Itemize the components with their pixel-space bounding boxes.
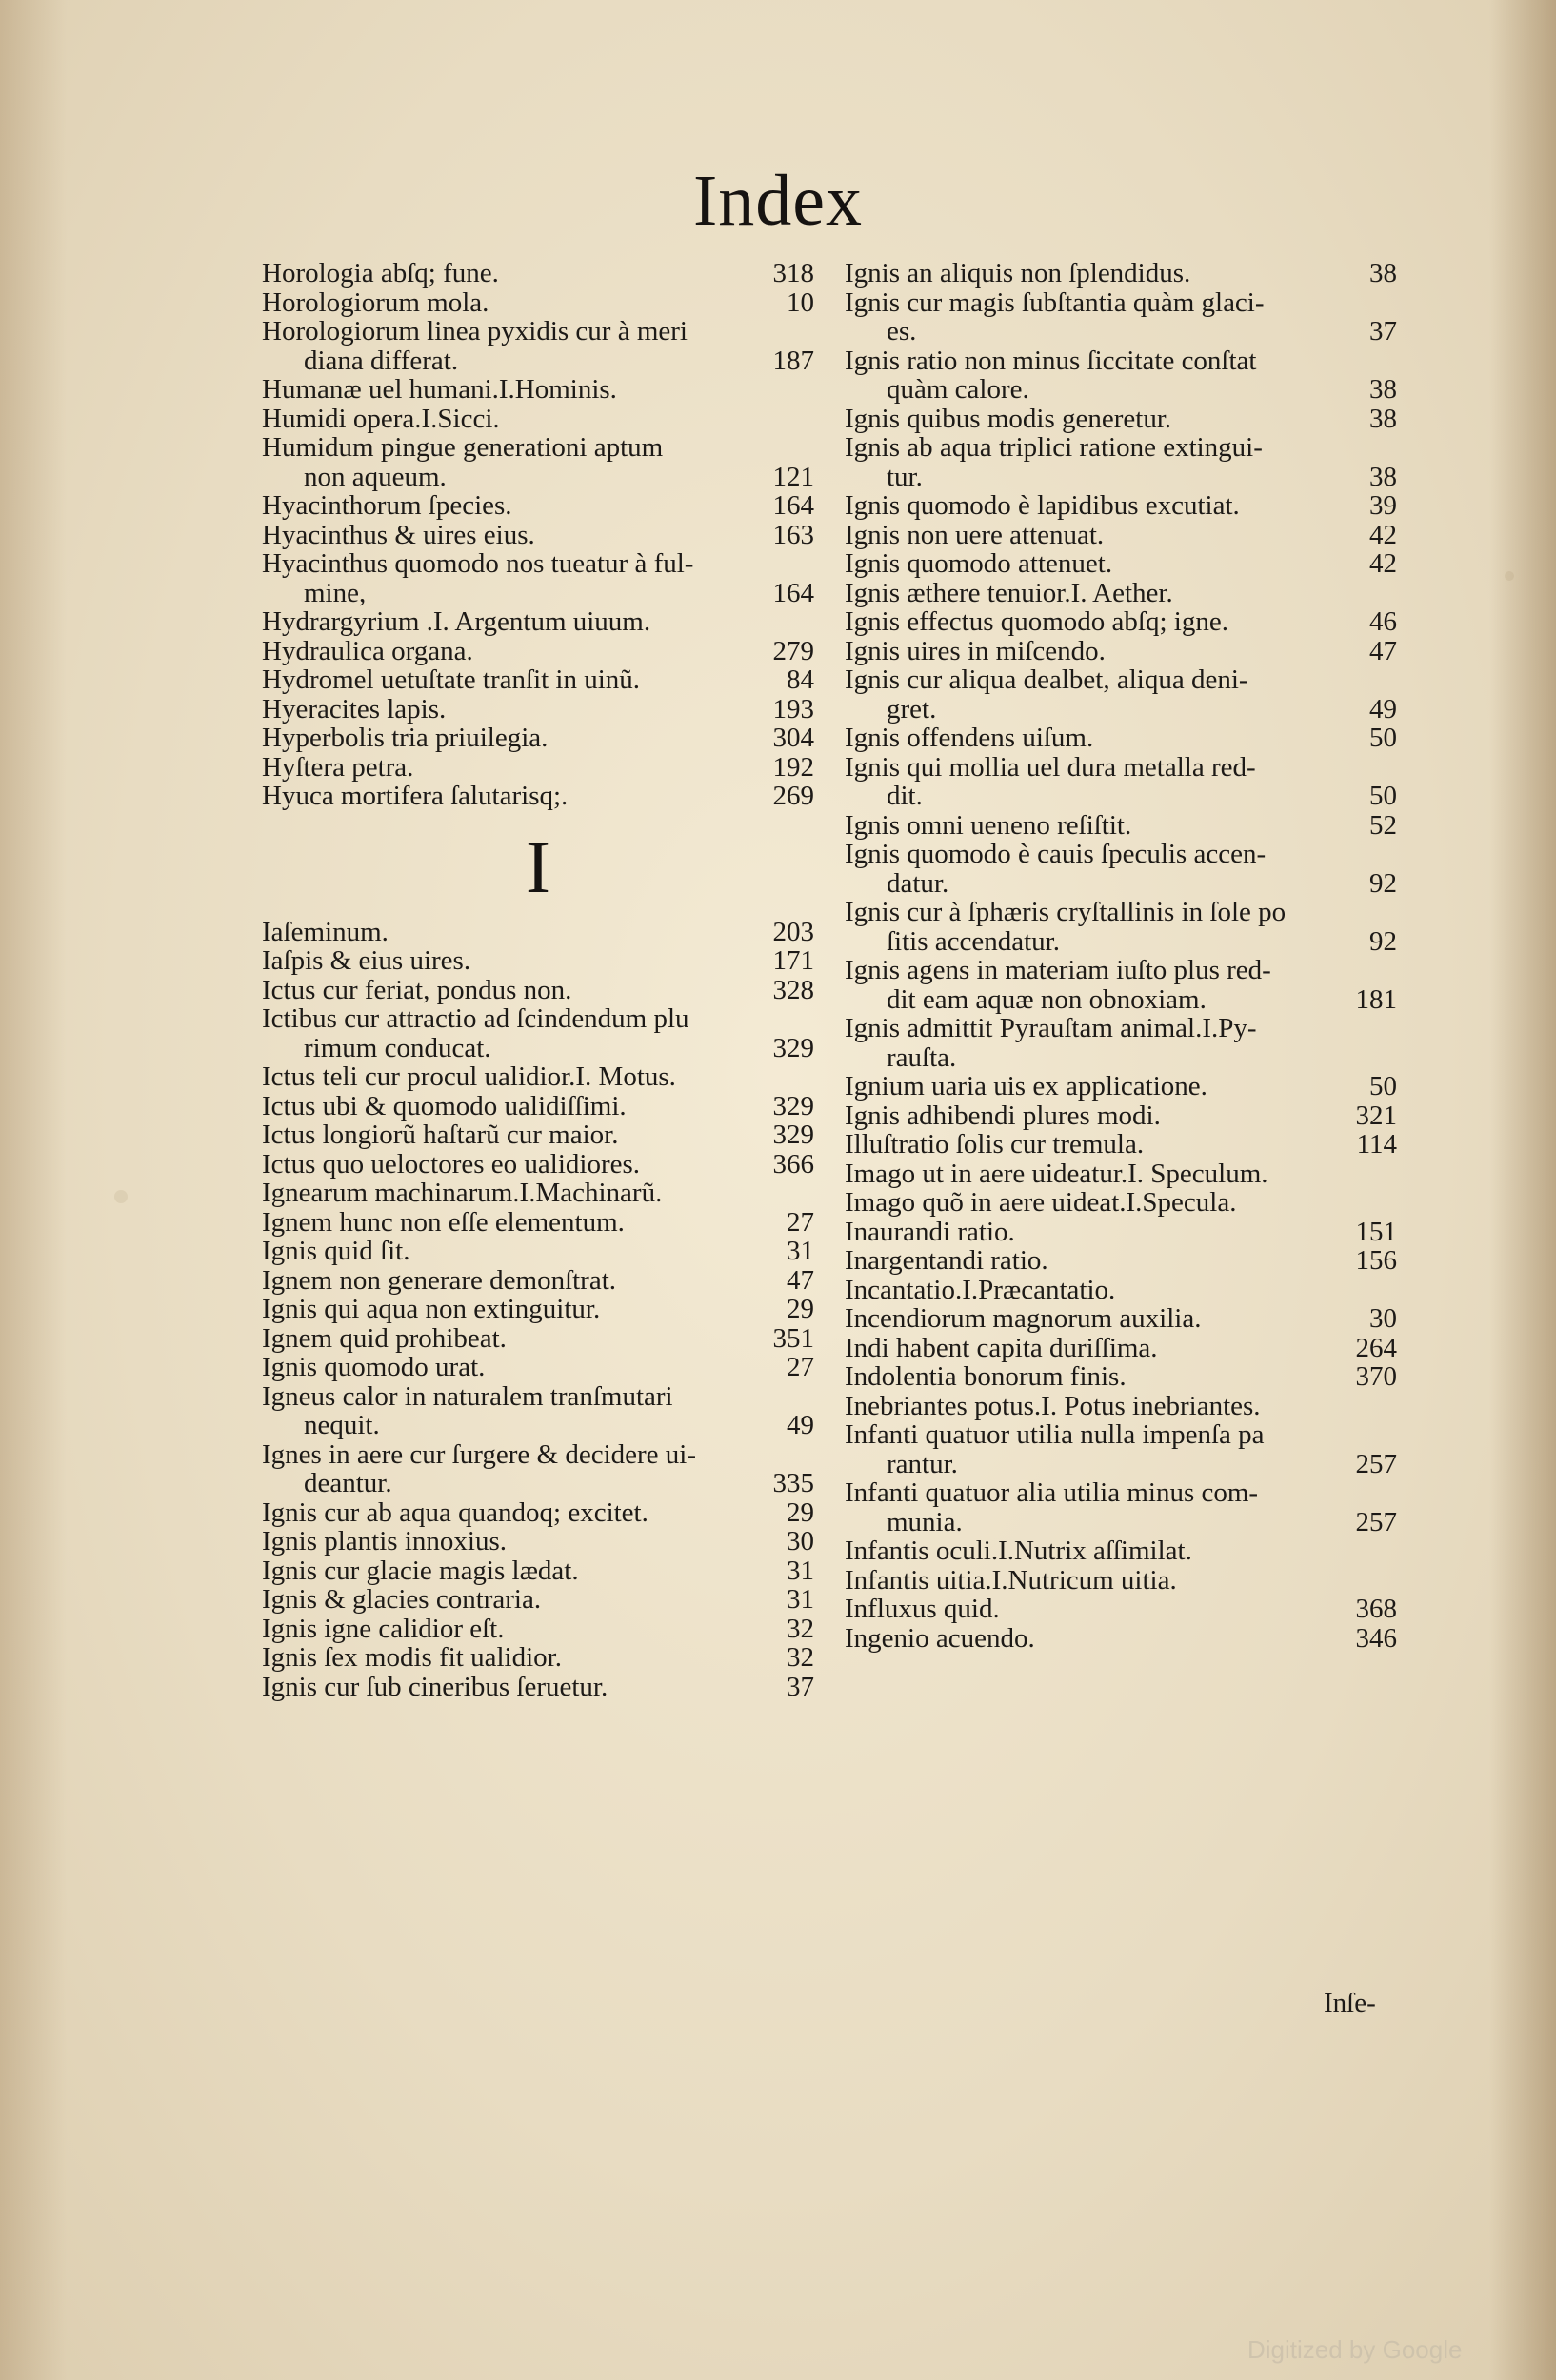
index-entry [262, 1062, 814, 1092]
index-term: Ictus teli cur procul ualidior.I. Motus. [262, 1062, 676, 1092]
index-term: Horologia abſq; fune. [262, 259, 499, 288]
index-term: Ignis ratio non minus ſiccitate conſtat [845, 346, 1257, 375]
index-term-continuation: rantur. [887, 1448, 958, 1479]
index-entry [262, 317, 814, 375]
index-term: Infantis uitia.I.Nutricum uitia. [845, 1565, 1177, 1595]
index-entry [262, 1324, 814, 1354]
index-term-continuation: rimum conducat. [304, 1032, 491, 1063]
index-entry [262, 607, 814, 637]
index-term: Ignis an aliquis non ſplendidus. [845, 259, 1191, 288]
index-entry [262, 782, 814, 811]
index-term: Hyeracites lapis. [262, 694, 447, 724]
page-reference: 151 [1355, 1216, 1397, 1247]
index-term: Hydrargyrium .I. Argentum uiuum. [262, 607, 651, 637]
index-term: Horologiorum linea pyxidis cur à meri [262, 317, 688, 347]
index-entry [845, 1276, 1397, 1305]
page-reference: 346 [1355, 1622, 1397, 1654]
index-term-continuation: es. [887, 316, 917, 347]
index-term: Ictus ubi & quomodo ualidiſſimi. [262, 1091, 627, 1121]
index-entry [262, 433, 814, 491]
index-entry [845, 579, 1397, 608]
index-term-continuation: tur. [887, 461, 923, 492]
index-entry [262, 637, 814, 666]
index-entry [262, 753, 814, 783]
index-entry [262, 521, 814, 550]
index-entry [845, 1014, 1397, 1072]
index-entry [845, 753, 1397, 811]
index-entry [262, 1527, 814, 1557]
page-reference: 38 [1369, 258, 1397, 288]
page-reference: 47 [787, 1264, 814, 1296]
page-shadow-right [1489, 0, 1556, 2380]
page-reference: 52 [1369, 809, 1397, 841]
index-entry [262, 405, 814, 434]
index-term: Hyſtera petra. [262, 752, 414, 782]
index-term: Ignis quomodo urat. [262, 1353, 486, 1382]
page-reference: 370 [1355, 1361, 1397, 1392]
index-term: Iaſeminum. [262, 917, 389, 946]
index-term: Inebriantes potus.I. Potus inebriantes. [845, 1391, 1261, 1420]
index-term: Ictus longiorũ haſtarũ cur maior. [262, 1121, 619, 1150]
page-reference: 114 [1356, 1129, 1397, 1160]
index-entry [845, 840, 1397, 898]
page-reference: 92 [1369, 867, 1397, 899]
page-reference: 329 [772, 1090, 814, 1121]
index-entry [845, 665, 1397, 724]
index-term: Ignis cur magis ſubſtantia quàm glaci- [845, 288, 1265, 317]
index-term: Ictus quo ueloctores eo ualidiores. [262, 1149, 641, 1179]
page-reference: 192 [772, 751, 814, 783]
index-term-continuation: non aqueum. [304, 461, 447, 492]
index-term: Ignem quid prohibeat. [262, 1323, 507, 1353]
index-term: Ignem non generare demonſtrat. [262, 1265, 617, 1295]
index-term: Iaſpis & eius uires. [262, 946, 471, 976]
page-reference: 203 [772, 916, 814, 947]
page-reference: 29 [787, 1294, 814, 1324]
index-entry [262, 1004, 814, 1062]
index-term: Ignis ſex modis fit ualidior. [262, 1643, 562, 1673]
index-term: Incantatio.I.Præcantatio. [845, 1275, 1116, 1304]
index-entry [845, 491, 1397, 521]
index-term: Hyuca mortifera ſalutarisq;. [262, 782, 569, 811]
paper-stain [1505, 571, 1514, 581]
page-reference: 193 [772, 693, 814, 724]
index-term: Ignem hunc non eſſe elementum. [262, 1207, 625, 1237]
index-term: Hyperbolis tria priuilegia. [262, 724, 549, 753]
page-reference: 164 [772, 490, 814, 521]
index-entry [845, 405, 1397, 434]
page-reference: 163 [772, 519, 814, 550]
index-entry [845, 1130, 1397, 1160]
page-reference: 121 [772, 461, 814, 492]
index-entry [845, 1537, 1397, 1566]
index-entry [262, 1353, 814, 1382]
page-reference: 329 [772, 1120, 814, 1150]
page-reference: 27 [787, 1206, 814, 1238]
page-reference: 49 [1369, 693, 1397, 724]
page-reference: 10 [787, 287, 814, 318]
index-term: Ignis quid ſit. [262, 1237, 410, 1266]
index-entry [262, 1266, 814, 1296]
page-reference: 38 [1369, 374, 1397, 405]
index-term: Ignis æthere tenuior.I. Aether. [845, 578, 1173, 607]
page-reference: 269 [772, 781, 814, 811]
index-term: Hyacinthus & uires eius. [262, 520, 535, 549]
index-term: Hyacinthus quomodo nos tueatur à ful- [262, 549, 694, 579]
index-entry [262, 918, 814, 947]
index-entry [262, 1237, 814, 1266]
index-entry [262, 1673, 814, 1702]
index-term: Imago quõ in aere uideat.I.Specula. [845, 1188, 1237, 1218]
page-reference: 31 [787, 1555, 814, 1586]
index-entry [262, 1643, 814, 1673]
index-column-right [845, 259, 1397, 1653]
page-reference: 187 [772, 345, 814, 376]
page-reference: 257 [1355, 1448, 1397, 1479]
page-reference: 42 [1369, 519, 1397, 550]
index-entry [262, 1208, 814, 1238]
index-term: Ignis cur ſub cineribus ſeruetur. [262, 1672, 608, 1701]
index-entry [262, 491, 814, 521]
page-reference: 32 [787, 1613, 814, 1644]
page-title: Index [692, 161, 864, 241]
index-term-continuation: ſitis accendatur. [887, 925, 1060, 957]
page-reference: 264 [1355, 1332, 1397, 1363]
index-term: Ignis quibus modis generetur. [845, 404, 1172, 433]
index-entry [262, 1121, 814, 1150]
index-entry [262, 375, 814, 405]
index-term: Ignis adhibendi plures modi. [845, 1101, 1161, 1130]
page-reference: 164 [772, 577, 814, 608]
page-reference: 50 [1369, 723, 1397, 753]
page-reference: 42 [1369, 548, 1397, 579]
index-entry [845, 1160, 1397, 1189]
index-term-continuation: datur. [887, 867, 949, 899]
index-term: Hyacinthorum ſpecies. [262, 491, 512, 521]
page-reference: 32 [787, 1642, 814, 1673]
index-term: Ignis qui aqua non extinguitur. [262, 1295, 601, 1324]
page-reference: 181 [1355, 983, 1397, 1015]
index-entry [262, 549, 814, 607]
index-term-continuation: deantur. [304, 1468, 392, 1498]
index-term: Humidi opera.I.Sicci. [262, 404, 500, 433]
index-entry [262, 1179, 814, 1208]
index-term: Indolentia bonorum finis. [845, 1362, 1127, 1392]
index-term: Ignis cur à ſphæris cryſtallinis in ſole po [845, 898, 1287, 927]
index-term-continuation: diana differat. [304, 345, 459, 376]
page-reference: 366 [772, 1148, 814, 1180]
page-reference: 335 [772, 1468, 814, 1498]
index-entry [845, 811, 1397, 841]
page-shadow-left [0, 0, 67, 2380]
index-term-continuation: dit. [887, 781, 923, 811]
index-term: Inargentandi ratio. [845, 1246, 1048, 1276]
index-term: Ignis quomodo è cauis ſpeculis accen- [845, 840, 1267, 869]
index-entry [845, 1246, 1397, 1276]
index-entry [845, 288, 1397, 347]
page-reference: 279 [772, 635, 814, 666]
index-term: Ignis igne calidior eſt. [262, 1614, 505, 1643]
page-reference: 27 [787, 1352, 814, 1382]
index-entry [262, 695, 814, 724]
page-reference: 49 [787, 1410, 814, 1440]
index-term: Ignis ab aqua triplici ratione extingui- [845, 433, 1263, 463]
index-term: Ignis uires in miſcendo. [845, 636, 1106, 665]
index-term: Ignis plantis innoxius. [262, 1527, 507, 1557]
index-entry [845, 724, 1397, 753]
index-term: Horologiorum mola. [262, 288, 489, 317]
index-term: Infanti quatuor alia utilia minus com- [845, 1478, 1259, 1508]
index-entry [845, 1304, 1397, 1334]
index-term-continuation: quàm calore. [887, 374, 1029, 405]
index-entry [262, 976, 814, 1005]
index-term: Ignis cur aliqua dealbet, aliqua deni- [845, 665, 1248, 695]
index-term: Ignes in aere cur ſurgere & decidere ui- [262, 1439, 696, 1469]
index-column-left [262, 259, 814, 1701]
index-entry [845, 1362, 1397, 1392]
index-entry [262, 259, 814, 288]
page-reference: 39 [1369, 490, 1397, 521]
index-entry [262, 946, 814, 976]
index-term: Indi habent capita duriſſima. [845, 1333, 1158, 1362]
paper-stain [114, 1190, 128, 1203]
index-term: Ignium uaria uis ex applicatione. [845, 1072, 1207, 1101]
page-reference: 30 [787, 1526, 814, 1557]
index-term-continuation: rauſta. [887, 1041, 957, 1073]
page-reference: 321 [1355, 1100, 1397, 1131]
page-reference: 37 [787, 1671, 814, 1702]
catchword: Inſe- [1324, 1988, 1376, 2018]
index-entry [845, 1101, 1397, 1131]
index-term: Ignis admittit Pyrauſtam animal.I.Py- [845, 1014, 1257, 1043]
page-reference: 31 [787, 1584, 814, 1615]
page-reference: 368 [1355, 1594, 1397, 1624]
index-term: Illuſtratio ſolis cur tremula. [845, 1130, 1145, 1160]
index-term: Ignis qui mollia uel dura metalla red- [845, 752, 1256, 782]
index-term-continuation: mine, [304, 577, 367, 608]
index-entry [262, 1498, 814, 1528]
page-reference: 47 [1369, 635, 1397, 666]
index-term: Inaurandi ratio. [845, 1217, 1015, 1246]
index-entry [845, 1566, 1397, 1596]
index-term: Ignis effectus quomodo abſq; igne. [845, 607, 1228, 637]
index-entry [845, 433, 1397, 491]
index-term: Hydromel uetuſtate tranſit in uinũ. [262, 665, 641, 695]
index-term: Hydraulica organa. [262, 636, 473, 665]
index-term: Ingenio acuendo. [845, 1623, 1035, 1653]
index-entry [845, 1595, 1397, 1624]
index-term: Ignis omni ueneno reſiſtit. [845, 810, 1132, 840]
page-reference: 328 [772, 974, 814, 1005]
page-reference: 38 [1369, 461, 1397, 492]
index-term: Imago ut in aere uideatur.I. Speculum. [845, 1159, 1268, 1188]
index-entry [262, 1150, 814, 1180]
index-entry [845, 1478, 1397, 1537]
index-entry [262, 1382, 814, 1440]
index-term: Influxus quid. [845, 1595, 1000, 1624]
index-entry [845, 898, 1397, 956]
page-reference: 30 [1369, 1303, 1397, 1334]
index-entry [845, 1334, 1397, 1363]
index-term-continuation: dit eam aquæ non obnoxiam. [887, 983, 1207, 1015]
page-reference: 156 [1355, 1245, 1397, 1276]
index-term: Ignis offendens uiſum. [845, 724, 1094, 753]
index-entry [845, 259, 1397, 288]
index-entry [262, 665, 814, 695]
index-entry [262, 288, 814, 318]
index-entry [845, 1188, 1397, 1218]
page-reference: 351 [772, 1322, 814, 1354]
page-reference: 92 [1369, 925, 1397, 957]
index-entry [262, 1585, 814, 1615]
index-term: Infantis oculi.I.Nutrix aſſimilat. [845, 1537, 1192, 1566]
index-term: Incendiorum magnorum auxilia. [845, 1304, 1202, 1334]
page-reference: 38 [1369, 403, 1397, 434]
index-term: Ictus cur feriat, pondus non. [262, 975, 572, 1004]
index-entry [845, 549, 1397, 579]
index-term-continuation: munia. [887, 1506, 963, 1537]
index-entry [845, 607, 1397, 637]
page-reference: 37 [1369, 316, 1397, 347]
index-entry [262, 724, 814, 753]
index-term: Humanæ uel humani.I.Hominis. [262, 375, 617, 405]
index-entry [845, 1420, 1397, 1478]
index-term: Ignearum machinarum.I.Machinarũ. [262, 1179, 663, 1208]
index-entry [262, 1295, 814, 1324]
index-term: Ictibus cur attractio ad ſcindendum plu [262, 1004, 689, 1034]
index-term: Ignis quomodo è lapidibus excutiat. [845, 491, 1240, 521]
page-reference: 29 [787, 1497, 814, 1528]
page-reference: 318 [772, 258, 814, 288]
index-entry [845, 956, 1397, 1014]
page-reference: 329 [772, 1032, 814, 1063]
index-term: Infanti quatuor utilia nulla impenſa pa [845, 1420, 1265, 1450]
index-entry [262, 1615, 814, 1644]
index-term-continuation: nequit. [304, 1410, 380, 1440]
page-reference: 46 [1369, 606, 1397, 637]
index-term-continuation: gret. [887, 693, 937, 724]
page-reference: 84 [787, 664, 814, 695]
index-entry [262, 1092, 814, 1121]
index-term: Ignis quomodo attenuet. [845, 549, 1113, 579]
index-term: Ignis cur glacie magis lædat. [262, 1556, 579, 1585]
index-entry [845, 637, 1397, 666]
index-term: Ignis cur ab aqua quandoq; excitet. [262, 1497, 648, 1527]
section-letter: I [526, 824, 550, 908]
index-entry [262, 1440, 814, 1498]
index-term: Ignis non uere attenuat. [845, 520, 1105, 549]
page-reference: 31 [787, 1236, 814, 1266]
page-reference: 257 [1355, 1506, 1397, 1537]
page-reference: 50 [1369, 1071, 1397, 1101]
index-entry [845, 1392, 1397, 1421]
index-entry [845, 521, 1397, 550]
index-entry [262, 1557, 814, 1586]
index-entry [845, 347, 1397, 405]
index-term: Ignis agens in materiam iuſto plus red- [845, 956, 1271, 985]
index-entry [845, 1218, 1397, 1247]
index-entry [845, 1072, 1397, 1101]
index-entry [845, 1624, 1397, 1654]
digitized-watermark: Digitized by Google [1247, 2335, 1463, 2364]
page-reference: 50 [1369, 781, 1397, 811]
page-reference: 171 [772, 945, 814, 976]
index-term: Humidum pingue generationi aptum [262, 433, 664, 463]
index-term: Igneus calor in naturalem tranſmutari [262, 1381, 673, 1411]
index-term: Ignis & glacies contraria. [262, 1585, 542, 1615]
page-reference: 304 [772, 723, 814, 753]
